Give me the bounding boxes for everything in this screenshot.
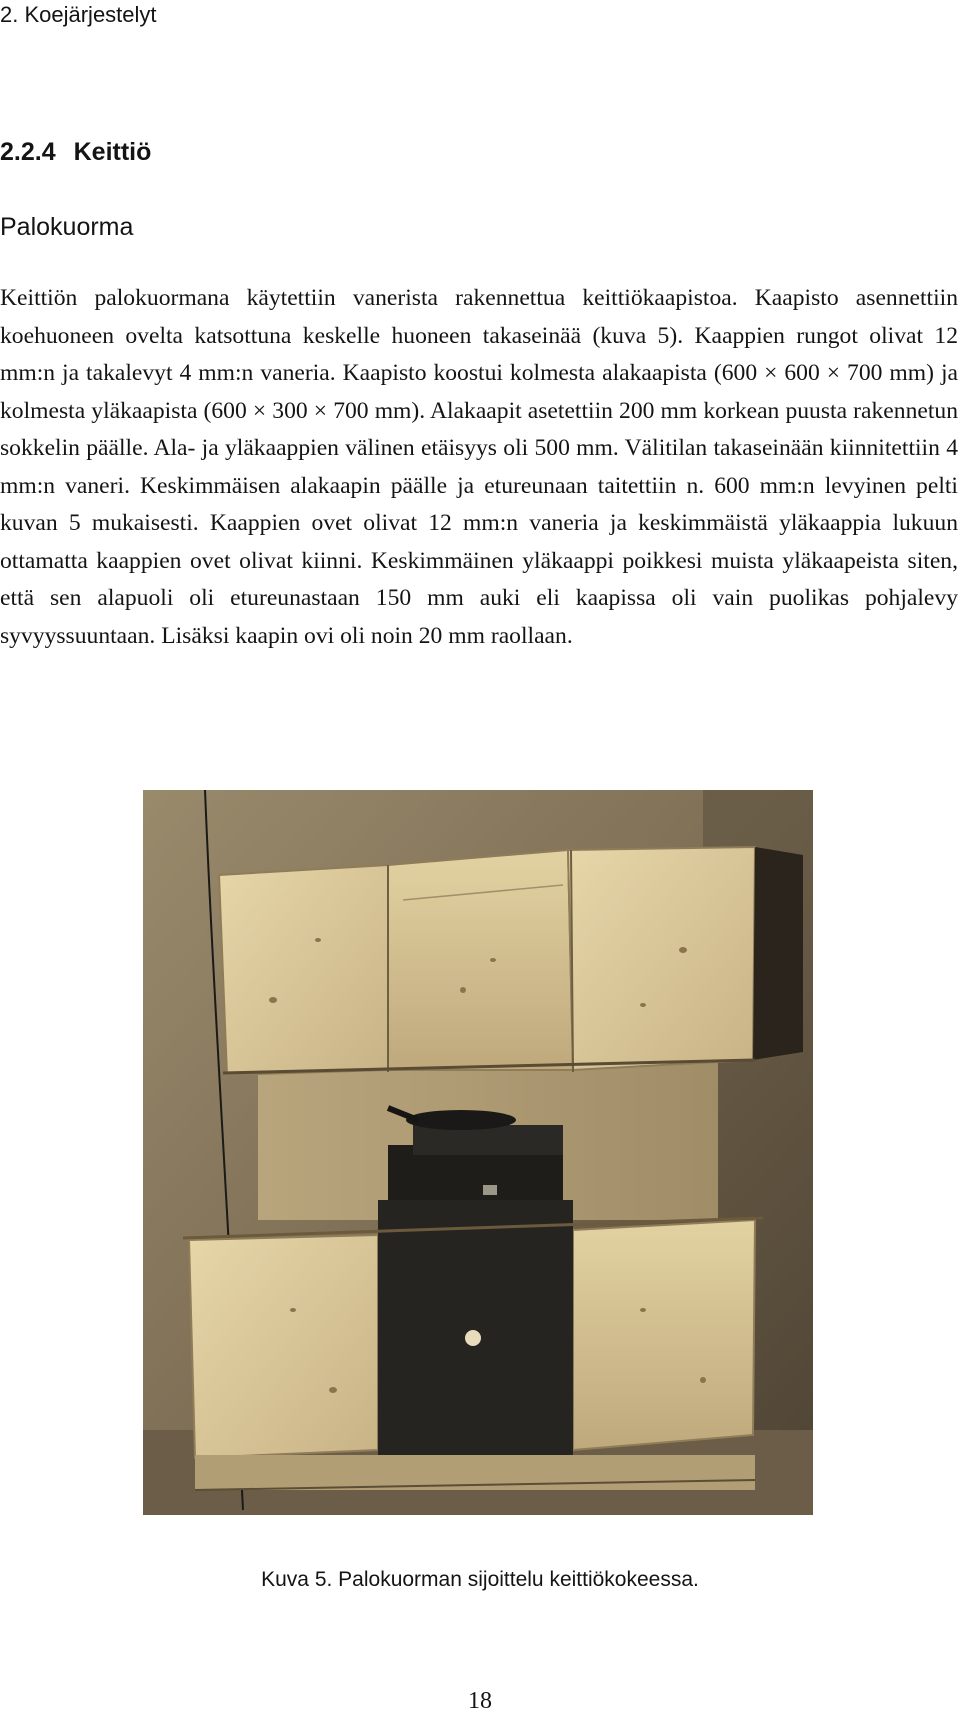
frying-pan bbox=[406, 1110, 516, 1130]
section-title: Keittiö bbox=[73, 138, 152, 166]
lower-cabinet-left bbox=[189, 1235, 378, 1458]
upper-cabinet-right bbox=[568, 847, 755, 1070]
door-hole bbox=[465, 1330, 481, 1346]
lower-cabinet-right bbox=[573, 1220, 755, 1450]
running-header: 2. Koejärjestelyt bbox=[0, 2, 157, 27]
subheading: Palokuorma bbox=[0, 213, 134, 241]
figure-caption: Kuva 5. Palokuorman sijoittelu keittiökokeessa. bbox=[261, 1568, 699, 1591]
upper-cabinet-left bbox=[219, 865, 388, 1075]
page-number: 18 bbox=[468, 1688, 492, 1714]
upper-cabinet-side bbox=[753, 847, 803, 1060]
kitchen-photo-illustration bbox=[143, 790, 813, 1515]
kitchen-photo bbox=[143, 790, 813, 1515]
lower-cabinet-middle-sheet bbox=[378, 1200, 573, 1455]
section-number: 2.2.4 bbox=[0, 138, 56, 166]
section-heading bbox=[0, 136, 151, 168]
body-paragraph: Keittiön palokuormana käytettiin vanerista rakennettua keittiökaapistoa. Kaapisto asennettiin koehuoneen ovelta katsottuna keskelle huoneen takaseinää (kuva 5). Kaappien rungot olivat 12 mm:n ja takalevyt 4 mm:n vaneria. Kaapisto koostui kolmesta alakaapista (600 × 600 × 700 mm) ja kolmesta yläkaapista (600 × 300 × 700 mm). Alakaapit asetettiin 200 mm korkean puusta rakennetun sokkelin päälle. Ala- ja yläkaappien välinen etäisyys oli 500 mm. Välitilan takaseinään kiinnitettiin 4 mm:n vaneri. Keskimmäisen alakaapin päälle ja etureunaan taitettiin n. 600 mm:n levyinen pelti kuvan 5 mukaisesti. Kaappien ovet olivat 12 mm:n vaneria ja keskimmäistä yläkaappia lukuun ottamatta kaappien ovet olivat kiinni. Keskimmäinen yläkaappi poikkesi muista yläkaapeista siten, että sen alapuoli oli etureunastaan 150 mm auki eli kaapissa oli vain puolikas pohjalevy syvyyssuuntaan. Lisäksi kaapin ovi oli noin 20 mm raollaan. bbox=[0, 285, 958, 649]
upper-cabinet-middle bbox=[388, 850, 573, 1070]
